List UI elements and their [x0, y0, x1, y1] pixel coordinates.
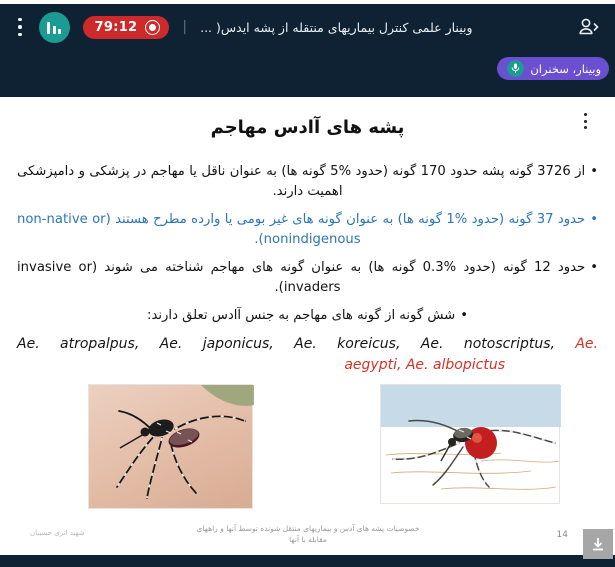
- chevron-right-icon: [595, 24, 598, 30]
- species-list-line1: [0, 334, 615, 354]
- slide-caption: خصوصیات پشه های آدس و بیماریهای منتقل شونده توسط آنها و راههای مقابله با آنها: [196, 524, 420, 545]
- menu-kebab-icon[interactable]: [14, 14, 26, 41]
- mic-icon: [507, 60, 524, 77]
- bullet-text: از 3726 گونه پشه حدود 170 گونه (حدود %5 گونه ها) به عنوان ناقل یا مهاجم در پزشکی و دامپزشکی اهمیت دارند.: [17, 164, 586, 200]
- recording-timer-pill[interactable]: [83, 16, 170, 39]
- slide-images: [0, 384, 615, 509]
- role-badge-label: وبینار، سخنران: [530, 61, 601, 76]
- topbar: [0, 4, 615, 50]
- person-icon: [577, 16, 601, 38]
- download-button[interactable]: [583, 529, 613, 559]
- slide-footer: [0, 523, 615, 549]
- bullet-marker: •: [590, 260, 598, 276]
- separator: |: [182, 19, 188, 35]
- bullet-item-2: [17, 210, 598, 250]
- bullet-item-3: [17, 258, 598, 298]
- stats-icon[interactable]: [39, 12, 70, 43]
- recording-timer: 79:12: [94, 19, 138, 35]
- role-badge[interactable]: [497, 57, 609, 80]
- bullet-marker: •: [590, 212, 598, 228]
- webinar-title: وبینار علمی کنترل بیماریهای منتقله از پشه ایدس( ...: [200, 19, 473, 35]
- bullet-marker: •: [590, 164, 598, 179]
- presentation-slide: [0, 97, 615, 555]
- page-number: 14: [556, 530, 568, 540]
- bullet-text: حدود 12 گونه (حدود %0.3 گونه ها) به عنوان گونه های مهاجم شناخته می شوند (invasive or invaders).: [17, 260, 586, 296]
- bullet-text: شش گونه از گونه های مهاجم به جنس آادس تعلق دارند:: [147, 308, 456, 324]
- species-list-line2: aegypti, Ae. albopictus: [344, 356, 505, 373]
- webinar-header: [0, 4, 615, 97]
- download-icon: [590, 536, 606, 552]
- record-icon: [145, 20, 160, 35]
- watermark-name: شهید اترى حسبیان: [30, 529, 85, 537]
- slide-options-kebab-icon[interactable]: [580, 109, 591, 133]
- bullet-item-4: [17, 306, 598, 326]
- bullet-item-1: [17, 162, 598, 202]
- mosquito-photo-right: [380, 384, 560, 504]
- species-red-start: Ae.: [575, 336, 598, 353]
- bullet-text: حدود 37 گونه (حدود %1 گونه ها) به عنوان گونه های غیر بومی یا وارده مطرح هستند (non-native or nonindigenous).: [17, 212, 586, 248]
- mosquito-photo-left: [88, 384, 253, 509]
- participants-icon[interactable]: [577, 16, 601, 38]
- bullet-list: [0, 162, 615, 326]
- bullet-marker: •: [460, 308, 468, 324]
- species-black: Ae. atropalpus, Ae. japonicus, Ae. koreicus, Ae. notoscriptus,: [17, 336, 555, 353]
- bottom-bar: [0, 555, 615, 567]
- slide-title: پشه های آادس مهاجم: [210, 117, 405, 138]
